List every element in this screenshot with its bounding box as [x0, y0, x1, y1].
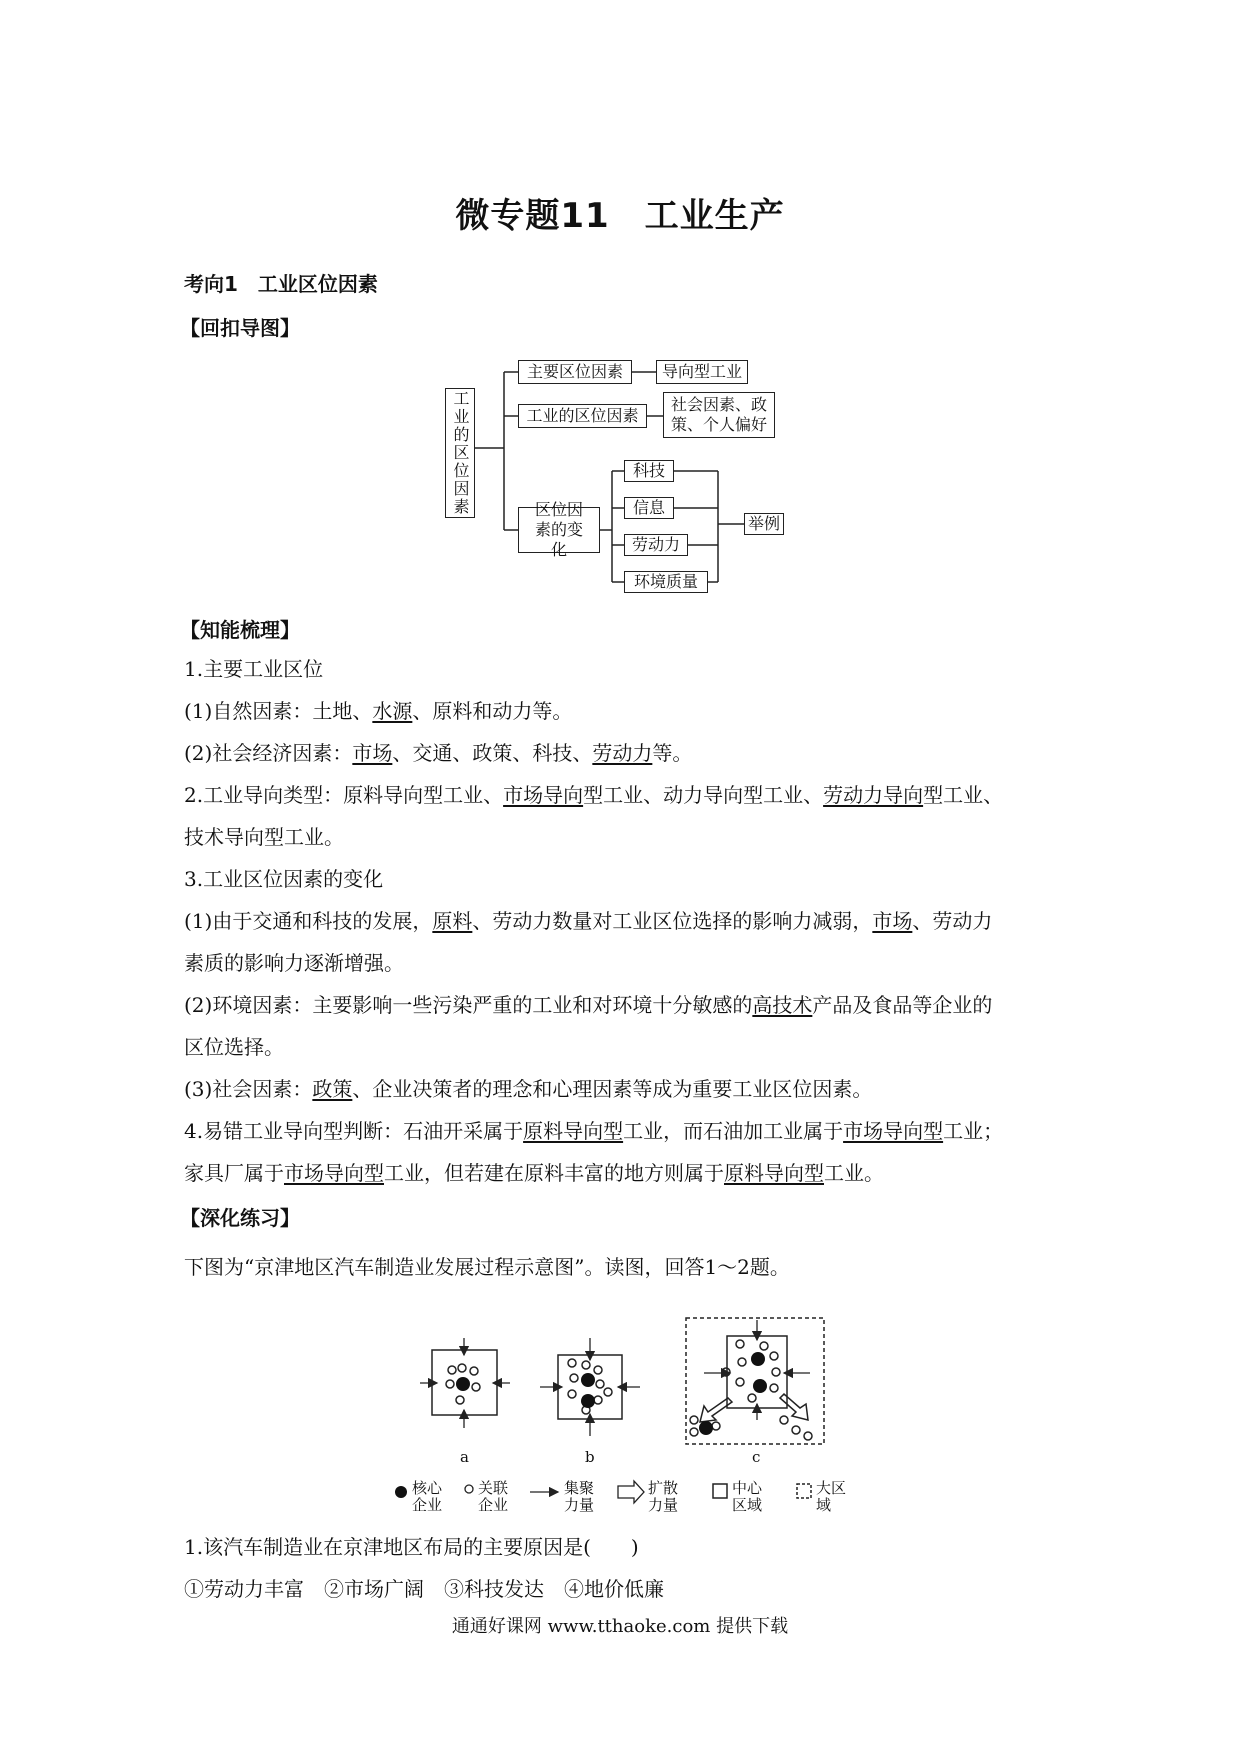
legend-large-region: 大区 域: [816, 1479, 847, 1514]
answer-blank: 原料: [432, 909, 473, 933]
question-1-options: ①劳动力丰富 ②市场广阔 ③科技发达 ④地价低廉: [184, 1577, 664, 1601]
mindmap-leaf-social-factors: 社会因素、政策、个人偏好: [663, 392, 775, 438]
footer-credit: 通通好课网 www.tthaoke.com 提供下载: [451, 1616, 789, 1637]
figure-label-c: c: [752, 1448, 761, 1466]
answer-blank: 劳动力导向: [823, 783, 924, 807]
practice-header: 【深化练习】: [180, 1206, 300, 1230]
knowledge-line: (1)自然因素：土地、水源、原料和动力等。: [184, 699, 573, 723]
answer-blank: 政策: [312, 1077, 353, 1101]
knowledge-header: 【知能梳理】: [180, 618, 300, 642]
answer-blank: 水源: [372, 699, 413, 723]
mindmap-child-technology: 科技: [624, 460, 674, 482]
legend-diffusion-force: 扩散 力量: [648, 1479, 679, 1514]
answer-blank: 市场: [352, 741, 393, 765]
answer-blank: 高技术: [752, 993, 813, 1017]
mindmap-child-environment: 环境质量: [624, 571, 708, 593]
mindmap-child-labor: 劳动力: [624, 534, 688, 556]
answer-blank: 市场导向型: [284, 1161, 384, 1185]
knowledge-line: (2)环境因素：主要影响一些污染严重的工业和对环境十分敏感的高技术产品及食品等企业的: [184, 993, 993, 1017]
answer-blank: 原料导向型: [523, 1119, 624, 1143]
answer-blank: 市场导向型: [843, 1119, 944, 1143]
legend-central-region: 中心 区域: [732, 1479, 763, 1514]
knowledge-line: 家具厂属于市场导向型工业，但若建在原料丰富的地方则属于原料导向型工业。: [184, 1161, 884, 1185]
review-header: 【回扣导图】: [180, 316, 300, 340]
knowledge-line: 区位选择。: [184, 1035, 284, 1059]
knowledge-line: 技术导向型工业。: [184, 825, 344, 849]
legend-agglomeration-force: 集聚 力量: [564, 1479, 595, 1514]
mindmap-child-information: 信息: [624, 497, 674, 519]
knowledge-heading-1: 1.主要工业区位: [184, 657, 324, 681]
legend-core-enterprise: 核心 企业: [412, 1479, 443, 1514]
question-1: 1.该汽车制造业在京津地区布局的主要原因是( ): [184, 1535, 639, 1559]
mindmap-leaf-example: 举例: [744, 513, 784, 535]
mindmap-node-location-factors: 工业的区位因素: [518, 404, 647, 428]
practice-intro: 下图为“京津地区汽车制造业发展过程示意图”。读图，回答1～2题。: [184, 1255, 790, 1279]
answer-blank: 市场: [872, 909, 913, 933]
knowledge-line: (2)社会经济因素：市场、交通、政策、科技、劳动力等。: [184, 741, 693, 765]
answer-blank: 原料导向型: [724, 1161, 824, 1185]
section-heading: 考向1 工业区位因素: [184, 272, 378, 296]
knowledge-line: 4.易错工业导向型判断：石油开采属于原料导向型工业，而石油加工业属于市场导向型工业；: [184, 1119, 1004, 1143]
legend-related-enterprise: 关联 企业: [478, 1479, 509, 1514]
knowledge-line: (1)由于交通和科技的发展，原料、劳动力数量对工业区位选择的影响力减弱，市场、劳动力: [184, 909, 993, 933]
mindmap-node-main-factors: 主要区位因素: [518, 360, 632, 384]
knowledge-line: 2.工业导向类型：原料导向型工业、市场导向型工业、动力导向型工业、劳动力导向型工业、: [184, 783, 1004, 807]
mindmap-leaf-oriented-industry: 导向型工业: [656, 360, 748, 384]
knowledge-line: (3)社会因素：政策、企业决策者的理念和心理因素等成为重要工业区位因素。: [184, 1077, 873, 1101]
figure-label-a: a: [460, 1448, 469, 1466]
mindmap-root: 工业的区位因素: [445, 388, 475, 518]
figure-label-b: b: [585, 1448, 595, 1466]
answer-blank: 劳动力: [592, 741, 653, 765]
knowledge-line: 素质的影响力逐渐增强。: [184, 951, 404, 975]
knowledge-heading-3: 3.工业区位因素的变化: [184, 867, 384, 891]
mindmap-node-factor-changes: 区位因素的变化: [518, 507, 600, 553]
answer-blank: 市场导向: [503, 783, 584, 807]
page-title: 微专题11 工业生产: [455, 196, 785, 236]
